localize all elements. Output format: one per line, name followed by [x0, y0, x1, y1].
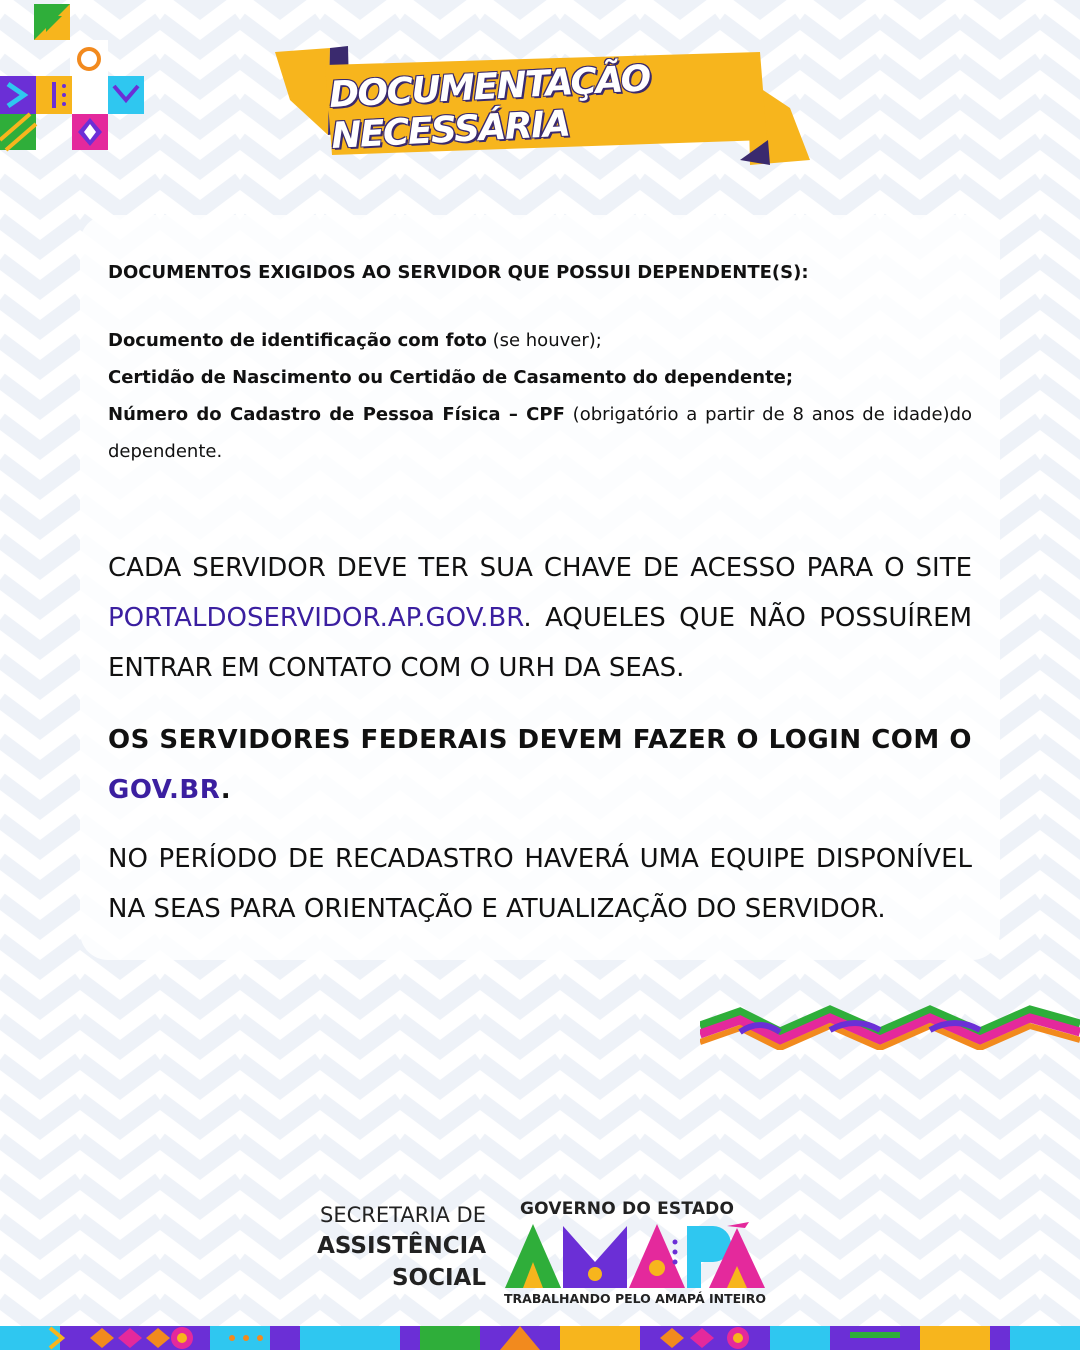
list-item: Número do Cadastro de Pessoa Física – CPF (obrigatório a partir de 8 anos de idade)do dependente. — [108, 404, 973, 462]
gov-subtitle: TRABALHANDO PELO AMAPÁ INTEIRO — [504, 1291, 767, 1306]
govbr-link[interactable]: GOV.BR — [108, 775, 221, 805]
list-item: Certidão de Nascimento ou Certidão de Casamento do dependente; — [108, 367, 794, 388]
list-item: Documento de identificação com foto (se houver); — [108, 330, 602, 351]
amapa-logo-icon — [505, 1222, 767, 1290]
federal-login-notice: OS SERVIDORES FEDERAIS DEVEM FAZER O LOGIN COM O GOV.BR. — [108, 725, 972, 805]
decorative-blocks-icon — [0, 0, 150, 155]
recadastro-notice: NO PERÍODO DE RECADASTRO HAVERÁ UMA EQUIPE DISPONÍVEL NA SEAS PARA ORIENTAÇÃO E ATUALIZAÇÃO DO SERVIDOR. — [108, 844, 972, 924]
access-key-notice: CADA SERVIDOR DEVE TER SUA CHAVE DE ACESSO PARA O SITE PORTALDOSERVIDOR.AP.GOV.BR. AQUELES QUE NÃO POSSUÍREM ENTRAR EM CONTATO COM O URH DA SEAS. — [108, 553, 972, 683]
gov-title: GOVERNO DO ESTADO — [520, 1199, 735, 1219]
page-title: DOCUMENTAÇÃO NECESSÁRIA — [328, 58, 651, 157]
zigzag-decoration-icon — [700, 1002, 1080, 1050]
document-list — [108, 322, 972, 470]
bottom-pattern-strip — [0, 1326, 1080, 1350]
portal-link[interactable]: PORTALDOSERVIDOR.AP.GOV.BR — [108, 603, 524, 633]
section-heading: DOCUMENTOS EXIGIDOS AO SERVIDOR QUE POSSUI DEPENDENTE(S): — [108, 262, 809, 283]
seas-logo: SECRETARIA DE ASSISTÊNCIA SOCIAL — [317, 1203, 486, 1291]
